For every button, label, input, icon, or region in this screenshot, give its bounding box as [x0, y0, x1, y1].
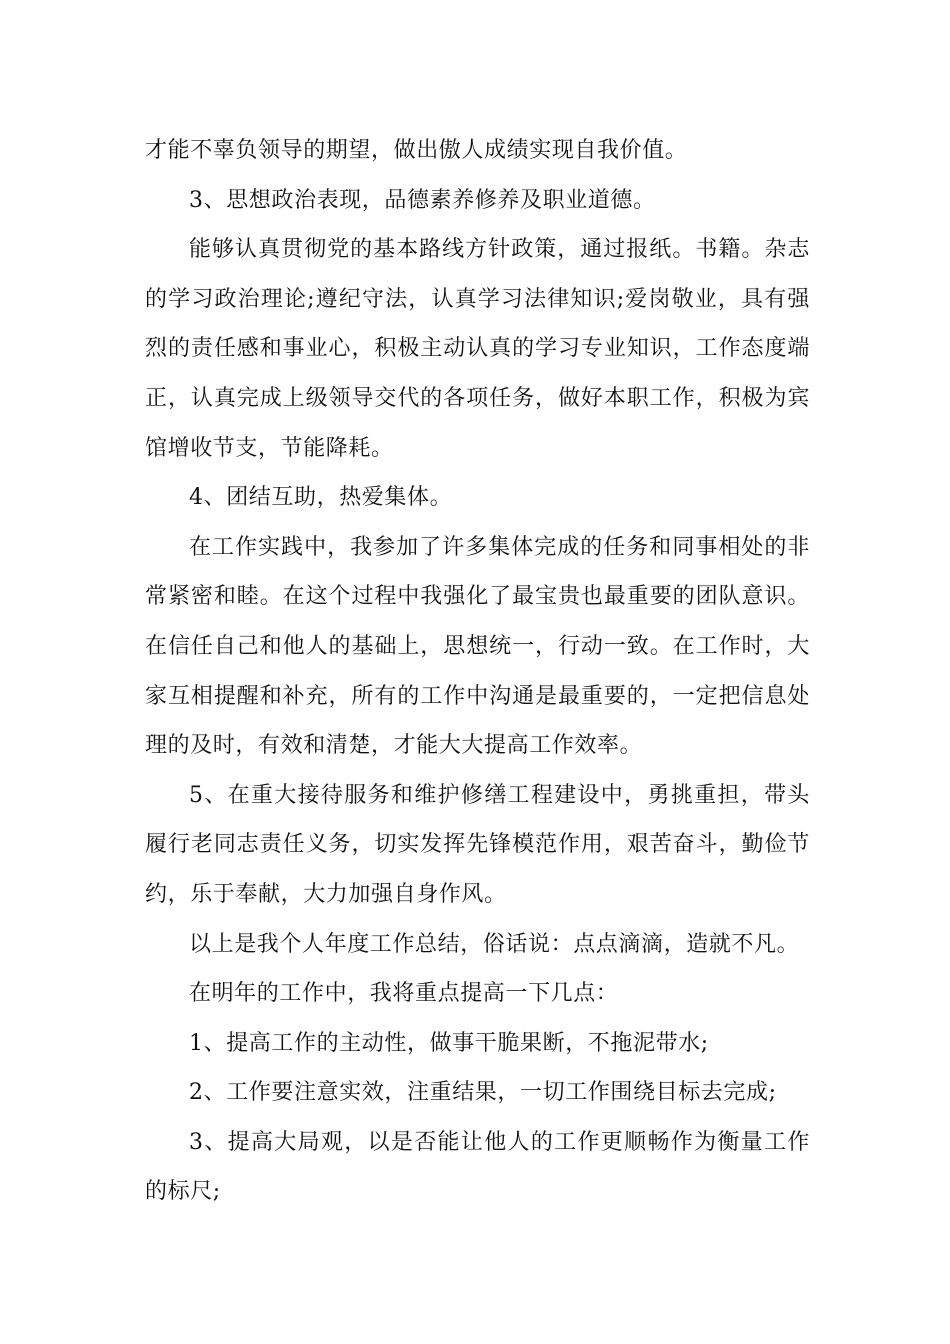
- document-body: [145, 126, 810, 1217]
- paragraph: 3、提高大局观，以是否能让他人的工作更顺畅作为衡量工作的标尺;: [145, 1129, 810, 1205]
- paragraph: 4、团结互助，热爱集体。: [189, 485, 453, 511]
- paragraph: 能够认真贯彻党的基本路线方针政策，通过报纸。书籍。杂志的学习政治理论;遵纪守法，认真学习法律知识;爱岗敬业，具有强烈的责任感和事业心，积极主动认真的学习专业知识，工作态度端正，认真完成上级领导交代的各项任务，做好本职工作，积极为宾馆增收节支，节能降耗。: [145, 237, 810, 461]
- paragraph: 1、提高工作的主动性，做事干脆果断，不拖泥带水;: [189, 1030, 709, 1056]
- paragraph: 才能不辜负领导的期望，做出傲人成绩实现自我价值。: [145, 138, 688, 163]
- paragraph: 5、在重大接待服务和维护修缮工程建设中，勇挑重担，带头履行老同志责任义务，切实发挥先锋模范作用，艰苦奋斗，勤俭节约，乐于奉献，大力加强自身作风。: [145, 782, 810, 907]
- paragraph: 2、工作要注意实效，注重结果，一切工作围绕目标去完成;: [189, 1080, 777, 1106]
- paragraph: 在工作实践中，我参加了许多集体完成的任务和同事相处的非常紧密和睦。在这个过程中我强化了最宝贵也最重要的团队意识。在信任自己和他人的基础上，思想统一，行动一致。在工作时，大家互相提醒和补充，所有的工作中沟通是最重要的，一定把信息处理的及时，有效和清楚，才能大大提高工作效率。: [145, 534, 810, 759]
- paragraph: 在明年的工作中，我将重点提高一下几点：: [189, 981, 619, 1007]
- paragraph: 以上是我个人年度工作总结，俗话说：点点滴滴，造就不凡。: [189, 931, 800, 957]
- paragraph: 3、思想政治表现，品德素养修养及职业道德。: [189, 187, 656, 213]
